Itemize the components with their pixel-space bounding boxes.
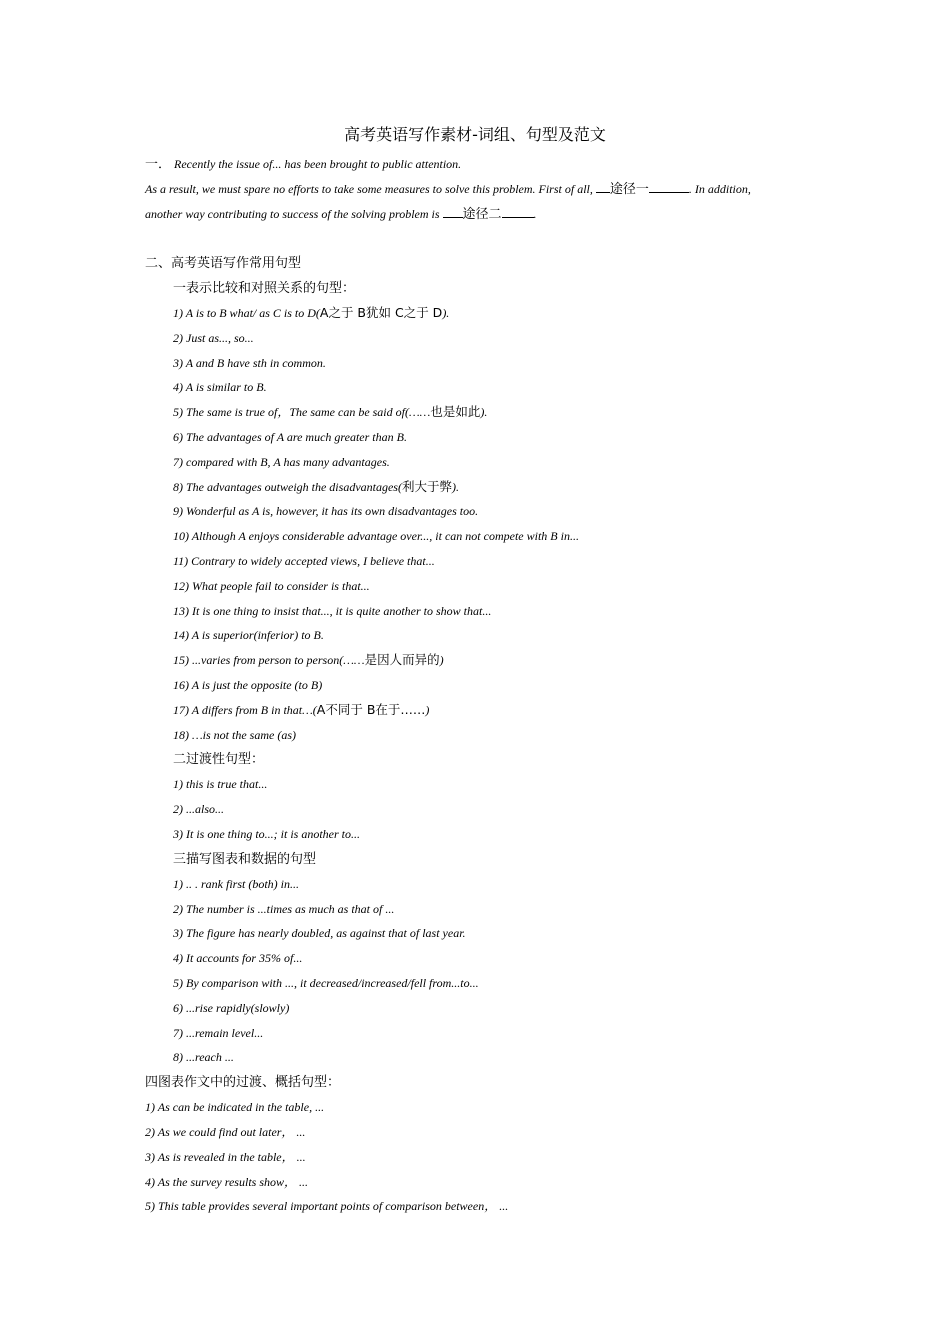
pattern-text: 18) …is not the same (as) <box>173 727 296 742</box>
pattern-tail: ). <box>442 306 450 320</box>
pattern-item <box>145 400 815 425</box>
pattern-text: 10) Although A enjoys considerable advantage over..., it can not compete with B in... <box>173 529 579 544</box>
sentence-patterns-section <box>145 251 815 1219</box>
pattern-item <box>145 475 815 500</box>
pattern-text: 1) this is true that... <box>173 777 268 792</box>
pattern-item <box>145 946 815 971</box>
pattern-item <box>145 772 815 797</box>
pattern-text: 6) ...rise rapidly(slowly) <box>173 1000 290 1015</box>
intro-line-2 <box>145 177 815 202</box>
pattern-item <box>145 301 815 326</box>
group-heading: 一表示比较和对照关系的句型： <box>173 281 356 296</box>
pattern-item <box>145 524 815 549</box>
pattern-item <box>145 1145 815 1170</box>
intro-line-3 <box>145 202 815 227</box>
pattern-item <box>145 1095 815 1120</box>
pattern-item <box>145 897 815 922</box>
pattern-item <box>145 971 815 996</box>
section-heading: 二、高考英语写作常用句型 <box>145 256 302 271</box>
pattern-text: 3) It is one thing to...; it is another to... <box>173 826 360 841</box>
pattern-text: 5) This table provides several important points of comparison between， ... <box>145 1199 509 1214</box>
pattern-tail: ). <box>451 479 459 494</box>
intro-paragraph <box>145 152 815 227</box>
section-heading: 四图表作文中的过渡、概括句型： <box>145 1075 341 1091</box>
pattern-item <box>145 375 815 400</box>
pattern-item <box>145 698 815 723</box>
pattern-tail: ) <box>439 653 444 668</box>
pattern-tail: ) <box>425 702 430 717</box>
pattern-text: 13) It is one thing to insist that..., it is quite another to show that... <box>173 603 492 618</box>
pattern-text: 8) ...reach ... <box>173 1050 234 1065</box>
pattern-item <box>145 549 815 574</box>
pattern-item <box>145 1021 815 1046</box>
pattern-tail: ). <box>480 405 488 420</box>
pattern-text: 6) The advantages of A are much greater than B. <box>173 429 407 444</box>
pattern-text: 7) compared with B, A has many advantages. <box>173 454 390 469</box>
pattern-chinese-note: 是因人而异的 <box>364 652 440 668</box>
pattern-item <box>145 1045 815 1070</box>
pattern-item <box>145 450 815 475</box>
way-one-label: 途径一 <box>609 182 649 197</box>
pattern-text: 2) Just as..., so... <box>173 330 254 345</box>
pattern-item <box>145 872 815 897</box>
pattern-item <box>145 499 815 524</box>
pattern-text: 1) .. . rank first (both) in... <box>173 876 299 891</box>
pattern-text: 2) As we could find out later， ... <box>145 1124 306 1139</box>
pattern-chinese-note: 利大于弊 <box>401 478 452 494</box>
pattern-item <box>145 623 815 648</box>
pattern-item <box>145 1170 815 1195</box>
pattern-text: 4) A is similar to B. <box>173 380 267 395</box>
pattern-chinese-note: A不同于 B在于…… <box>316 701 426 717</box>
pattern-text: 3) A and B have sth in common. <box>173 355 326 370</box>
pattern-text: 3) The figure has nearly doubled, as against that of last year. <box>173 926 466 941</box>
pattern-text: 2) The number is ...times as much as that of ... <box>173 901 395 916</box>
pattern-text: 12) What people fail to consider is that... <box>173 578 370 593</box>
intro-sentence-3b: . <box>533 207 537 221</box>
pattern-item <box>145 648 815 673</box>
pattern-text: 3) As is revealed in the table， ... <box>145 1149 306 1164</box>
pattern-text: 14) A is superior(inferior) to B. <box>173 628 324 643</box>
pattern-item <box>145 1120 815 1145</box>
blank-line <box>596 180 610 193</box>
pattern-text: 17) A differs from B in that…( <box>173 702 317 717</box>
intro-sentence-2b: . In addition, <box>688 182 751 196</box>
blank-line <box>502 205 534 218</box>
blank-line <box>443 205 463 218</box>
pattern-item <box>145 326 815 351</box>
summary-pattern-list <box>145 1095 815 1219</box>
pattern-text: 7) ...remain level... <box>173 1025 264 1040</box>
blank-line <box>649 180 689 193</box>
pattern-item <box>145 921 815 946</box>
pattern-chinese-note: 也是如此 <box>430 404 481 420</box>
pattern-item <box>145 822 815 847</box>
section-label: 一． <box>145 157 172 172</box>
pattern-item <box>145 797 815 822</box>
pattern-text: 11) Contrary to widely accepted views, I believe that... <box>173 553 435 568</box>
intro-line-1 <box>145 152 815 177</box>
intro-sentence-2a: As a result, we must spare no efforts to take some measures to solve this problem. First of all, <box>145 182 593 196</box>
pattern-item <box>145 673 815 698</box>
pattern-item <box>145 723 815 748</box>
pattern-groups <box>145 276 815 1070</box>
pattern-chinese-note: A之于 B犹如 C之于 D <box>319 305 443 320</box>
pattern-text: 5) By comparison with ..., it decreased/increased/fell from...to... <box>173 975 479 990</box>
pattern-text: 2) ...also... <box>173 802 224 817</box>
pattern-item <box>145 1194 815 1219</box>
pattern-text: 1) As can be indicated in the table, ... <box>145 1100 325 1115</box>
intro-sentence-1: Recently the issue of... has been brought to public attention. <box>174 157 462 171</box>
pattern-item <box>145 996 815 1021</box>
pattern-text: 1) A is to B what/ as C is to D( <box>173 306 320 320</box>
pattern-item <box>145 599 815 624</box>
pattern-text: 16) A is just the opposite (to B) <box>173 677 323 692</box>
group-heading: 二过渡性句型： <box>173 752 265 768</box>
intro-sentence-3a: another way contributing to success of the solving problem is <box>145 207 440 221</box>
pattern-text: 9) Wonderful as A is, however, it has its own disadvantages too. <box>173 504 479 519</box>
pattern-text: 5) The same is true of，The same can be said of(…… <box>173 405 431 420</box>
way-two-label: 途径二 <box>462 207 502 222</box>
pattern-text: 4) It accounts for 35% of... <box>173 951 303 966</box>
pattern-text: 4) As the survey results show， ... <box>145 1174 308 1189</box>
group-heading: 三描写图表和数据的句型 <box>173 851 317 867</box>
pattern-item <box>145 351 815 376</box>
pattern-item <box>145 574 815 599</box>
document-title: 高考英语写作素材-词组、句型及范文 <box>344 125 606 144</box>
pattern-text: 15) ...varies from person to person(…… <box>173 653 365 668</box>
pattern-text: 8) The advantages outweigh the disadvantages( <box>173 479 402 494</box>
pattern-item <box>145 425 815 450</box>
